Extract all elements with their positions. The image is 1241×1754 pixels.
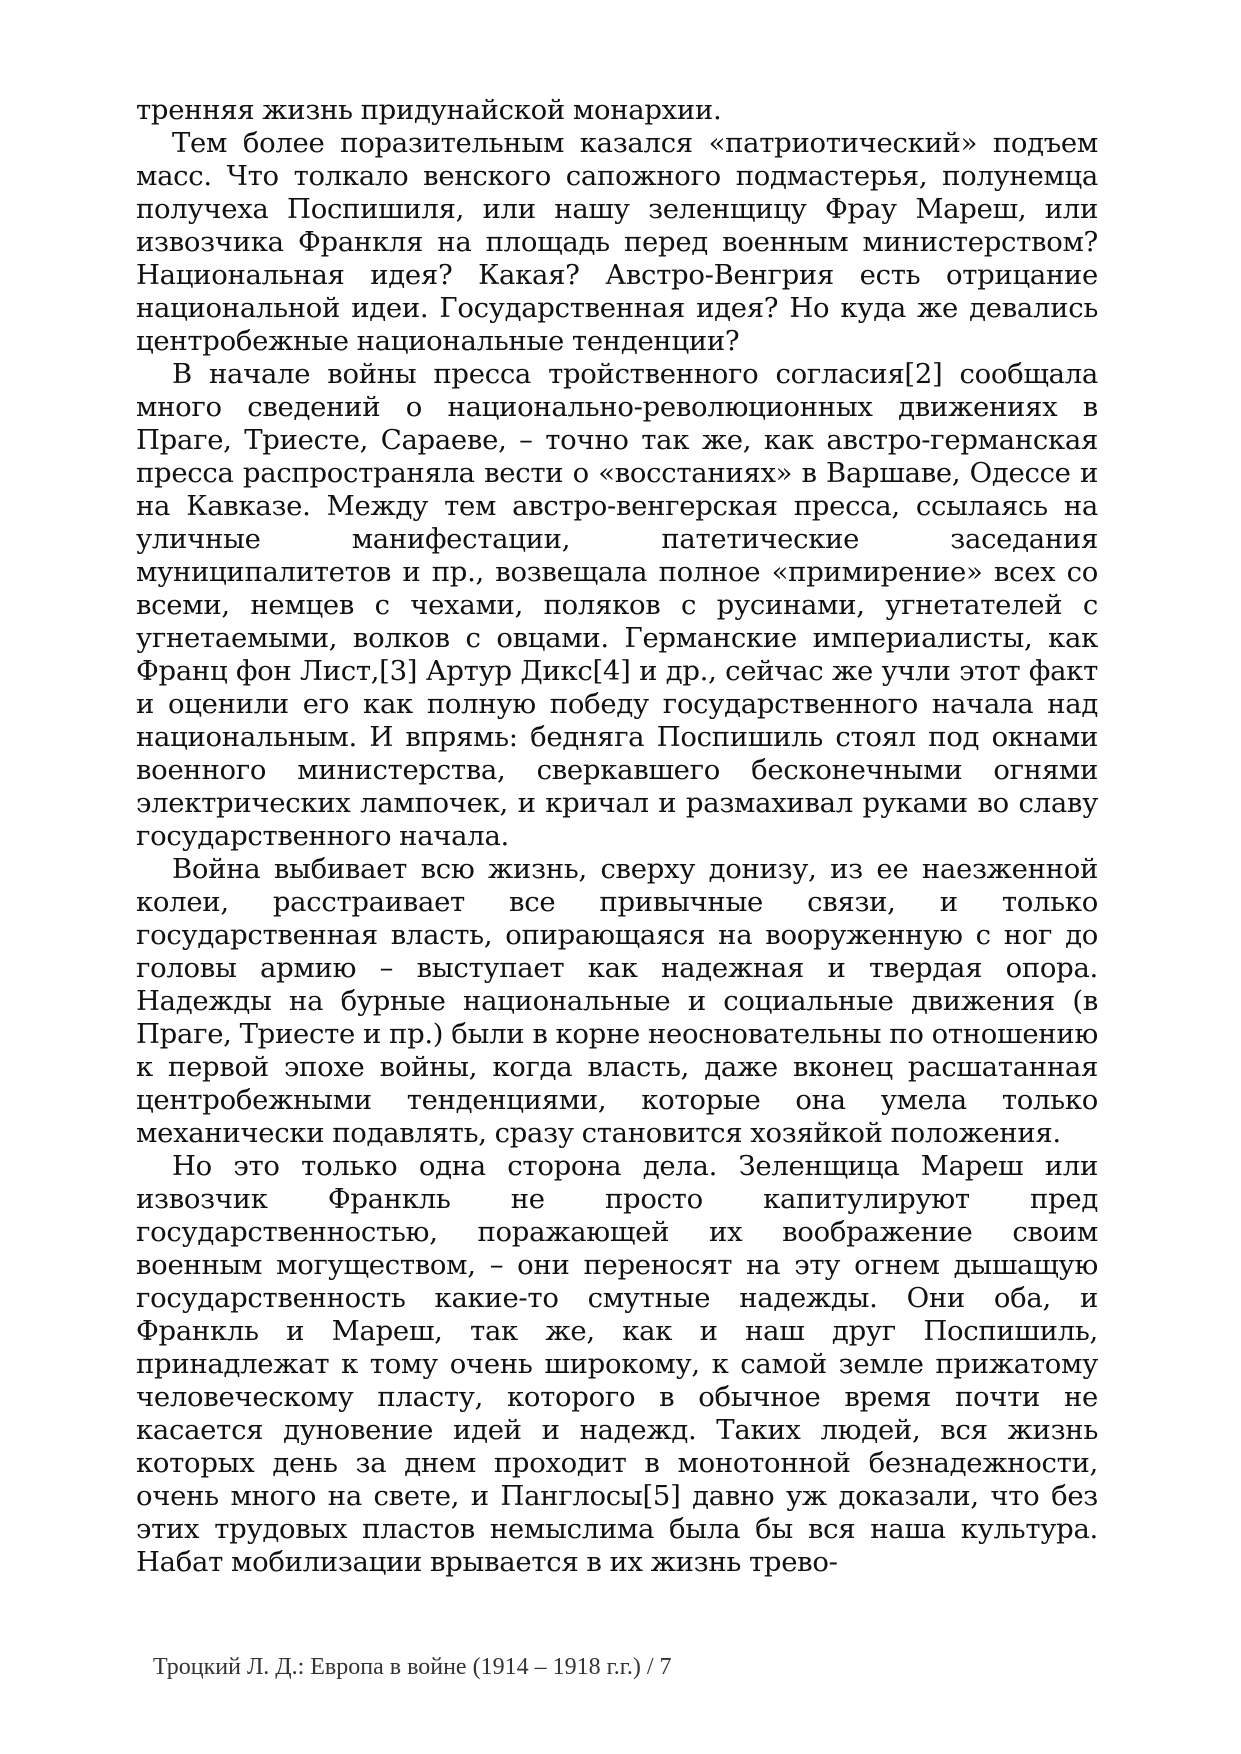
paragraph-other-side: Но это только одна сторона дела. Зеленщица Мареш или извозчик Франкль не просто капитулируют пред государственностью, поражающей их воображение своим военным могуществом, – они переносят на эту огнем дышащую государственность какие-то смутные надежды. Они оба, и Франкль и Мареш, так же, как и наш друг Поспишиль, принадлежат к тому очень широкому, к самой земле прижатому человеческому пласту, которого в обычное время почти не касается дуновение идей и надежд. Таких людей, вся жизнь которых день за днем проходит в монотонной безнадежности, очень много на свете, и Панглосы[5] давно уж доказали, что без этих трудовых пластов немыслима была бы вся наша культура. Набат мобилизации врывается в их жизнь трево- [136,1150,1098,1578]
paragraph-continued: тренняя жизнь придунайской монархии. [136,94,722,126]
paragraph-press: В начале войны пресса тройственного согласия[2] сообщала много сведений о национально-революционных движениях в Праге, Триесте, Сараеве, – точно так же, как австро-германская пресса распространяла вести о «восстаниях» в Варшаве, Одессе и на Кавказе. Между тем австро-венгерская пресса, ссылаясь на уличные манифестации, патетические заседания муниципалитетов и пр., возвещала полное «примирение» всех со всеми, немцев с чехами, поляков с русинами, угнетателей с угнетаемыми, волков с овцами. Германские империалисты, как Франц фон Лист,[3] Артур Дикс[4] и др., сейчас же учли этот факт и оценили его как полную победу государственного начала над национальным. И впрямь: бедняга Поспишиль стоял под окнами военного министерства, сверкавшего бесконечными огнями электрических лампочек, и кричал и размахивал руками во славу государственного начала. [136,358,1098,852]
paragraph-patriotic-rise: Тем более поразительным казался «патриотический» подъем масс. Что толкало венского сапожного подмастерья, полунемца получеха Поспишиля, или нашу зеленщицу Фрау Мареш, или извозчика Франкля на площадь перед военным министерством? Национальная идея? Какая? Австро-Венгрия есть отрицание национальной идеи. Государственная идея? Но куда же девались центробежные национальные тенденции? [136,127,1098,357]
page-footer: Троцкий Л. Д.: Европа в войне (1914 – 1918 г.г.) / 7 [153,1654,672,1680]
body-text [136,94,1098,1579]
paragraph-war-state-power: Война выбивает всю жизнь, сверху донизу, из ее наезженной колеи, расстраивает все привычные связи, и только государственная власть, опирающаяся на вооруженную с ног до головы армию – выступает как надежная и твердая опора. Надежды на бурные национальные и социальные движения (в Праге, Триесте и пр.) были в корне неосновательны по отношению к первой эпохе войны, когда власть, даже вконец расшатанная центробежными тенденциями, которые она умела только механически подавлять, сразу становится хозяйкой положения. [136,853,1098,1149]
page-body [136,94,1098,1579]
